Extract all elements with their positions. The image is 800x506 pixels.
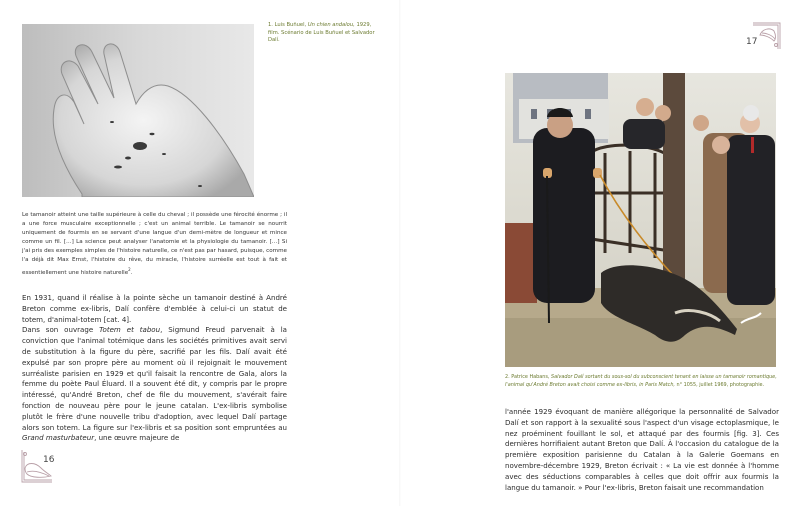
book-gutter	[399, 0, 401, 506]
photo-dali-with-anteater	[505, 73, 776, 367]
book-title: Totem et tabou	[99, 325, 161, 335]
anteater-ornament-icon	[19, 448, 53, 484]
caption-details: n° 1055, juillet 1969, photographie.	[676, 381, 765, 388]
caption-title: Un chien andalou,	[307, 22, 355, 28]
figure-caption-2	[505, 374, 780, 389]
text-run: , une œuvre majeure de	[94, 433, 180, 443]
photo-hand-with-ants	[22, 24, 254, 197]
paragraph-1: En 1931, quand il réalise à la pointe sèche un tamanoir destiné à André Breton comme ex-libris, Dalí confère d'emblée à celui-ci un statut de totem, d'animal-totem [cat. 4].	[22, 293, 287, 324]
anteater-ornament-icon	[752, 21, 782, 51]
caption-publication: in Paris Match,	[639, 381, 675, 388]
body-text-left	[22, 293, 287, 444]
caption-author: Luis Buñuel,	[274, 22, 307, 28]
caption-title: Salvador Dalí sortant du sous-sol du subconscient tenant en laisse un tamanoir romantique, l'animal qu'André Breton avait choisi comme ex-libris,	[505, 374, 777, 388]
page-number-left: 16	[43, 455, 55, 465]
text-run: , Sigmund Freud parvenait à la conviction que l'animal totémique dans les sociétés primitives avait servi de substitution à la figure du père, sacrifié par les fils. Dalí avait été expulsé par son propre père au moment où il rejoignait le mouvement surréaliste parisien en 1929 et qu'il faisait la rencontre de Gala, alors la femme du poète Paul Éluard. Il a souvent été dit, y compris par le propre intéressé, qu'André Breton, chef de file du mouvement, s'avérait faire fonction de nouveau père pour le jeune catalan. L'ex-libris symbolise plutôt le frère d'une nouvelle tribu d'adoption, avec lequel Dalí partage alors son totem. La figure sur l'ex-libris et sa position sont empruntées au	[22, 325, 287, 432]
footnote-ref[interactable]: 2	[128, 267, 131, 272]
block-quote	[22, 211, 287, 278]
figure-caption-1	[268, 22, 378, 45]
quote-end: .	[130, 269, 133, 276]
text-run: Dans son ouvrage	[22, 325, 100, 335]
caption-number: 2.	[505, 374, 510, 380]
caption-details: 1929, film. Scénario de Luis Buñuel et Salvador Dalí.	[268, 22, 375, 44]
paragraph-2	[22, 325, 287, 444]
quote-text: Le tamanoir atteint une taille supérieure à celle du cheval ; il possède une férocité énorme ; il a une force musculaire exceptionnelle ; c'est un animal terrible. Le tamanoir se nourrit uniquement de fourmis en se servant d'une langue d'un demi-mètre de longueur et mince comme un fil. […] La science peut analyser l'anatomie et la physiologie du tamanoir. […] Si j'ai pris des exemples simples de l'histoire naturelle, ce n'est pas par hasard, puisque, comme l'a déjà dit Max Ernst, l'histoire du rêve, du miracle, l'histoire surréelle est tout à fait et essentiellement une histoire naturelle	[22, 212, 287, 276]
body-text-right: l'année 1929 évoquant de manière allégorique la personnalité de Salvador Dalí et son rapport à la sexualité sous l'aspect d'un visage ectoplasmique, le nez proéminent fouillant le sol, et attaqué par des fourmis [fig. 3]. Ces dernières horrifiaient autant Breton que Dalí. À l'occasion du catalogue de la première exposition parisienne du Catalan à la Galerie Goemans en novembre-décembre 1929, Breton écrivait : « La vie est donnée à l'homme avec des séductions comparables à celles que doit offrir aux fourmis la langue du tamanoir. » Pour l'ex-libris, Breton faisait une recommandation	[505, 407, 779, 492]
page-number-right: 17	[746, 37, 758, 47]
caption-author: Patrice Habans,	[511, 374, 550, 380]
artwork-title: Grand masturbateur	[22, 433, 95, 443]
caption-number: 1.	[268, 22, 273, 28]
